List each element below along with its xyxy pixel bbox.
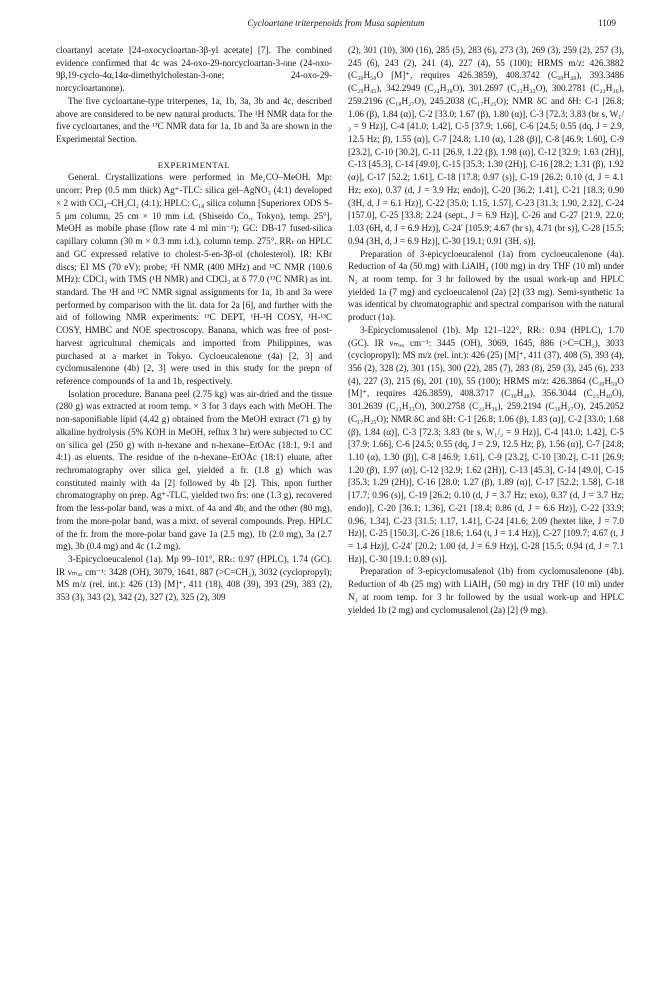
page-number: 1109 [597,18,616,28]
left-paragraph-2: The five cycloartane-type triterpenes, 1a, 1b, 3a, 3b and 4c, described above are considered to be new natural products. The ¹H NMR data for the five cycloartanes, and the ¹³C NMR data for 1a, 1b and 3a are shown in the Experimental Section. [56,95,332,145]
right-paragraph-prep-1b: Preparation of 3-epicyclomusalenol (1b) from cyclomusalenone (4b). Reduction of 4b (25 mg) with LiAlH₄ (50 mg) in dry THF (10 ml) under N₂ at room temp. for 3 hr followed by the usual work-up and HPLC yielded 1b (2 mg) and cyclomusalenol (2a) [2] (9 mg). [348,566,624,615]
left-paragraph-compound-1a: 3-Epicycloeucalenol (1a). Mp 99–101°, RRₜ: 0.97 (HPLC), 1.74 (GC). IR νₘₐₓ cm⁻¹: 3428 (OH), 3079, 1641, 887 (>C=CH₂), 3032 (cyclopropyl); MS m/z (rel. int.): 426 (13) [M]⁺, 411 (18), 408 (39), 393 (29), 383 (2), 353 (3), 343 (2), 342 (2), 327 (2), 325 (2), 309 [56,554,332,603]
right-column [348,44,624,616]
right-paragraph-prep-1a: Preparation of 3-epicycloeucalenol (1a) from cycloeucalenone (4a). Reduction of 4a (50 mg) with LiAlH₄ (100 mg) in dry THF (10 ml) under N₂ at room temp. for 3 hr followed by the usual work-up and HPLC yielded 1a (7 mg) and cycloeucalenol (2a) [2] (33 mg). Semi-synthetic 1a was identical by chromatographic and spectral comparison with the natural product (1a). [348,248,624,323]
right-paragraph-compound-1b: 3-Epicyclomusalenol (1b). Mp 121–122°, RRₜ: 0.94 (HPLC), 1.70 (GC). IR νₘₐₓ cm⁻¹: 3445 (OH), 3069, 1645, 886 (>C=CH₂), 3033 (cyclopropyl); MS m/z (rel. int.): 426 (25) [M]⁺, 411 (37), 408 (5), 393 (4), 356 (2), 328 (2), 301 (15), 300 (22), 285 (7), 283 (8), 259 (3), 245 (6), 233 (4), 227 (3), 215 (6), 201 (10), 55 (100); HRMS m/z: 426.3864 (C₃₀H₅₀O [M]⁺, requires 426.3859), 408.3717 (C₃₀H₄₈), 356.3044 (C₂₅H₄₀O), 301.2639 (C₂₁H₃₃O), 300.2758 (C₂₂H₃₆), 259.2194 (C₁₈H₂₇O), 245.2052 (C₁₇H₂₅O); NMR δC and δH: C-1 [26.8; 1.06 (β), 1.83 (α)], C-2 [33.0; 1.68 (β), 1.84 (α)], C-3 [72.3; 3.83 (br s, W₁/₂ = 9 Hz)], C-4 [41.0; 1.42], C-5 [37.9; 1.66], C-6 [24.5; 0.55 (dq, J = 2.9, 12.5 Hz; β), 1.56 (α)], C-7 [24.8; 1.10 (α), 1.30 (β)], C-8 [46.9; 1.61], C-9 [23.2], C-10 [30.2], C-11 [26.9; 1.20 (β), 1.97 (α)], C-12 [32.9; 1.62 (2H)], C-13 [45.3], C-14 [49.0], C-15 [35.3; 1.29 (2H)], C-16 [28.0; 1.27 (β), 1.89 (α)], C-17 [52.2; 1.58], C-18 [17.7; 0.96 (s)], C-19 [26.2; 0.10 (d, J = 3.7 Hz; exo), 0.37 (d, J = 3.7 Hz; endo)], C-20 [36.1; 1.36], C-21 [18.4; 0.86 (d, J = 6.6 Hz)], C-22 [33.9; 0.96, 1.34], C-23 [31.5; 1.17, 1.41], C-24 [41.6; 2.09 (hextet like, J = 7.0 Hz)], C-25 [150.3], C-26 [18.6; 1.64 (t, J = 1.4 Hz)], C-27 [109.7; 4.67 (t, J = 1.4 Hz)], C-24′ [20.2; 1.00 (d, J = 6.9 Hz)], C-28 [15.5; 0.94 (d, J = 7.1 Hz)], C-30 [19.1; 0.89 (s)]. [348,324,624,564]
left-column [56,44,332,604]
section-heading-experimental: EXPERIMENTAL [157,159,231,170]
left-paragraph-isolation: Isolation procedure. Banana peel (2.75 kg) was air-dried and the tissue (280 g) was extracted at room temp. × 3 for 3 days each with MeOH. The non-saponifiable lipid (4.42 g) obtained from the MeOH extract (71 g) by alkaline hydrolysis (5% KOH in MeOH, reflux 3 hr) were subjected to CC on silica gel (250 g) with n-hexane and n-hexane–EtOAc (18:1, 9:1 and 4:1) as eluents. The residue of the n-hexane–EtOAc (18:1) eluate, after rechromatography over silica gel, yielded a fr. (1.8 g) which was constituted mainly with 4a [2] followed by 4b [2]. This, upon further chromatography on prep. Ag⁺-TLC, yielded two frs: one (1.3 g), recovered from the less-polar band, was a mixt. of 4a and 4b, and the other (80 mg), from the more-polar band, was a mixt. of several compounds. Prep. HPLC of the fr. from the more-polar band gave 1a (2.5 mg), 1b (2.0 mg), 3a (2.7 mg), 3b (0.4 mg) and 4c (1.2 mg). [56,388,332,552]
running-title: Cycloartane triterpenoids from Musa sapientum [247,18,425,28]
running-header [56,18,616,32]
right-paragraph-1a-data: (2), 301 (10), 300 (16), 285 (5), 283 (6), 273 (3), 269 (3), 259 (2), 257 (3), 245 (6), 243 (2), 241 (4), 227 (4), 55 (100); HRMS m/z: 426.3882 (C₃₀H₅₀O [M]⁺, requires 426.3859), 408.3742 (C₃₀H₄₈), 393.3486 (C₂₉H₄₅), 342.2949 (C₂₄H₃₈O), 301.2697 (C₂₁H₃₃O), 300.2781 (C₂₂H₃₆), 259.2196 (C₁₈H₂₇O), 245.2038 (C₁₇H₂₅O); NMR δC and δH: C-1 [26.8; 1.06 (β), 1.84 (α)], C-2 [33.0; 1.67 (β), 1.80 (α)], C-3 [72.3; 3.83 (br s, W₁/₂ = 9 Hz)], C-4 [41.0; 1.42], C-5 [37.9; 1.66], C-6 [24.5; 0.55 (dq, J = 2.9, 12.5 Hz; β), 1.55 (α)], C-7 [24.8; 1.10 (α), 1.28 (β)], C-8 [46.9; 1.60], C-9 [23.2], C-10 [30.2], C-11 [26.9, 1.22 (β), 1.98 (α)], C-12 [32.9; 1.63 (2H)], C-13 [45.3], C-14 [49.0], C-15 [35.3; 1.30 (2H)], C-16 [28.2; 1.31 (β), 1.92 (α)], C-17 [52.2; 1.61], C-18 [17.8; 0.97 (s)], C-19 [26.2; 0.10 (d, J = 4.1 Hz; exo), 0.37 (d, J = 3.9 Hz; endo)], C-20 [36.2; 1.41], C-21 [18.3; 0.90 (3H, d, J = 6.1 Hz)], C-22 [35.0; 1.15, 1.57], C-23 [31.3; 1.90, 2.12], C-24 [157.0], C-25 [33.8; 2.24 (sept., J = 6.9 Hz)], C-26 and C-27 [21.9, 22.0; 1.03 (6H, d, J = 6.9 Hz)], C-24′ [105.9; 4.67 (br s), 4.71 (br s)], C-28 [15.5; 0.94 (3H, d, J = 6.9 Hz)], C-30 [19.1; 0.91 (3H, s)]. [348,45,624,246]
left-paragraph-1: cloartanyl acetate [24-oxocycloartan-3β-yl acetate] [7]. The combined evidence confirmed that 4c was 24-oxo-29-norcycloartan-3-one (24-oxo-9β,19-cyclo-4α,14α-dimethylcholestan-3-one; 24-oxo-29-norcycloartanone). [56,45,332,94]
left-paragraph-general: General. Crystallizations were performed in Me₂CO–MeOH. Mp: uncorr; Prep (0.5 mm thick) Ag⁺-TLC: silica gel–AgNO₃ (4:1) developed × 2 with CCl₄–CH₂Cl₂ (4:1); HPLC: C₁₈ silica column [Superiorex ODS S-5 μm column, 25 cm × 10 mm i.d. (Shiseido Co., Tokyo), temp. 25°], MeOH as mobile phase (flow rate 4 ml min⁻¹); GC: DB-17 fused-silica capillary column (30 m × 0.3 mm i.d.), column temp. 275°. RRₜ on HPLC and GC expressed relative to cholest-5-en-3β-ol (cholesterol). IR: KBr discs; EI MS (70 eV): probe; ¹H NMR (400 MHz) and ¹³C NMR (100.6 MHz): CDCl₃ with TMS (¹H NMR) and CDCl₃ at δ 77.0 (¹³C NMR) as int. standard. The ¹H and ¹³C NMR signal assignments for 1a, 1b and 3a were performed by comparison with the lit. data for 2a [6], and further with the aid of following NMR experiments: ¹³C DEPT, ¹H-¹H COSY, ¹H-¹³C COSY, HMBC and NOE spectroscopy. Banana, which was free of post-harvest agricultural chemicals and imported from Philippines, was purchased at a market in Tokyo. Cycloeucalenone (4a) [2, 3] and cyclomusalenone (4b) [2, 3] were used in this study for the prepn of reference compounds of 1a and 1b, respectively. [56,172,332,386]
